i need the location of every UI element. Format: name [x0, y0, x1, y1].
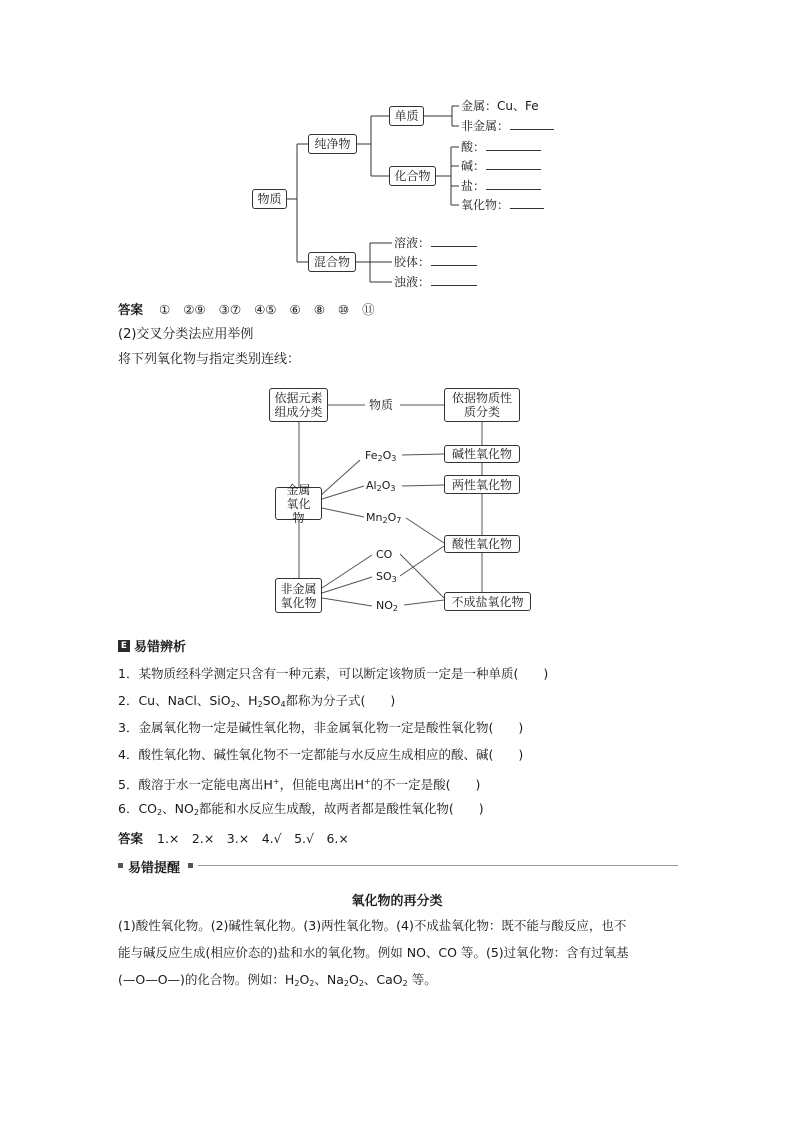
formula-al2o3: $Al_2O_3$: [366, 479, 396, 493]
tip-bar: [118, 857, 678, 875]
formula-mn2o7: $Mn_2O_7$: [366, 511, 402, 525]
answer-item: ⑩: [337, 302, 350, 317]
tree-suspension: 浊液：: [394, 275, 477, 289]
tree-solution: 溶液：: [394, 236, 477, 250]
tree-element-label: 单质: [394, 109, 419, 123]
answer-item: ⑧: [313, 302, 325, 317]
answer-item: ④⑤: [254, 302, 277, 317]
box-basic-oxide: 碱性氧化物: [444, 445, 520, 463]
tree-acid: 酸：: [461, 140, 541, 154]
answer-item: ⑥: [289, 302, 301, 317]
tree-salt: 盐：: [461, 179, 541, 193]
section-2-instruction: 将下列氧化物与指定类别连线：: [118, 352, 301, 367]
error-item-1: 1．某物质经科学测定只含有一种元素，可以断定该物质一定是一种单质( ): [118, 666, 549, 681]
answer-item: ①: [159, 302, 171, 317]
section-2-heading: (2)交叉分类法应用举例: [118, 327, 254, 342]
answer-item: ②⑨: [183, 302, 206, 317]
tip-divider: [198, 865, 678, 866]
tree-base: 碱：: [461, 159, 541, 173]
formula-co: CO: [376, 548, 393, 561]
box-neutral-oxide: 不成盐氧化物: [444, 592, 531, 611]
box-amphoteric-oxide: 两性氧化物: [444, 475, 520, 494]
box-acidic-oxide: 酸性氧化物: [444, 535, 520, 553]
errors-answer-row: [118, 829, 349, 847]
error-item-5: 5．酸溶于水一定能电离出H+，但能电离出H+的不一定是酸( ): [118, 777, 481, 792]
error-item-3: 3．金属氧化物一定是碱性氧化物，非金属氧化物一定是酸性氧化物( ): [118, 720, 524, 735]
tree-pure-label: 纯净物: [314, 137, 351, 151]
tip-square-icon: [118, 863, 123, 868]
answer-label: 答案: [118, 302, 144, 317]
tree-metal: 金属：Cu、Fe: [461, 99, 539, 113]
tip-heading: 氧化物的再分类: [351, 894, 443, 909]
answer-item: ③⑦: [218, 302, 242, 317]
formula-so3: $SO_3$: [376, 570, 397, 584]
tree-nonmetal: 非金属：: [461, 119, 554, 133]
tip-line-2: 能与碱反应生成(相应价态的)盐和水的氧化物。例如 NO、CO 等。(5)过氧化物：含有过氧基: [118, 945, 629, 960]
answer-item: ⑪: [362, 302, 375, 317]
tree-oxide: 氧化物：: [461, 198, 544, 212]
tree-mixture-label: 混合物: [313, 255, 350, 269]
formula-no2: $NO_2$: [376, 599, 398, 613]
tip-line-1: (1)酸性氧化物。(2)碱性氧化物。(3)两性氧化物。(4)不成盐氧化物：既不能与酸反应，也不: [118, 918, 627, 933]
errors-answer-text: 1.× 2.× 3.× 4.√ 5.√ 6.×: [157, 831, 349, 846]
tip-line-3: (—O—O—)的化合物。例如：$H_2O_2$、$Na_2O_2$、CaO$_2$ 等。: [118, 972, 437, 988]
box-by-element: 依据元素组成分类: [269, 388, 328, 422]
error-item-2: 2．Cu、NaCl、SiO$_2$、$H_2SO_4$都称为分子式( ): [118, 693, 396, 709]
tip-square-icon-2: [188, 863, 193, 868]
box-metal-oxide: 金属氧化物: [275, 487, 322, 520]
box-nonmetal-oxide: 非金属氧化物: [275, 578, 322, 613]
tree-colloid: 胶体：: [394, 255, 477, 269]
tree-compound-label: 化合物: [394, 169, 431, 183]
box-by-property: 依据物质性质分类: [444, 388, 520, 422]
formula-fe2o3: $Fe_2O_3$: [365, 449, 397, 463]
errors-section-heading: [118, 636, 186, 655]
error-item-6: 6．$CO_2$、$NO_2$都能和水反应生成酸，故两者都是酸性氧化物( ): [118, 801, 484, 817]
errors-title: 易错辨析: [134, 640, 187, 655]
errors-answer-label: 答案: [118, 831, 144, 846]
tip-title: 易错提醒: [128, 861, 181, 876]
tree-root-label: 物质: [257, 192, 282, 206]
label-matter: 物质: [369, 398, 394, 412]
error-item-4: 4．酸性氧化物、碱性氧化物不一定都能与水反应生成相应的酸、碱( ): [118, 747, 524, 762]
error-icon: E: [118, 640, 130, 652]
